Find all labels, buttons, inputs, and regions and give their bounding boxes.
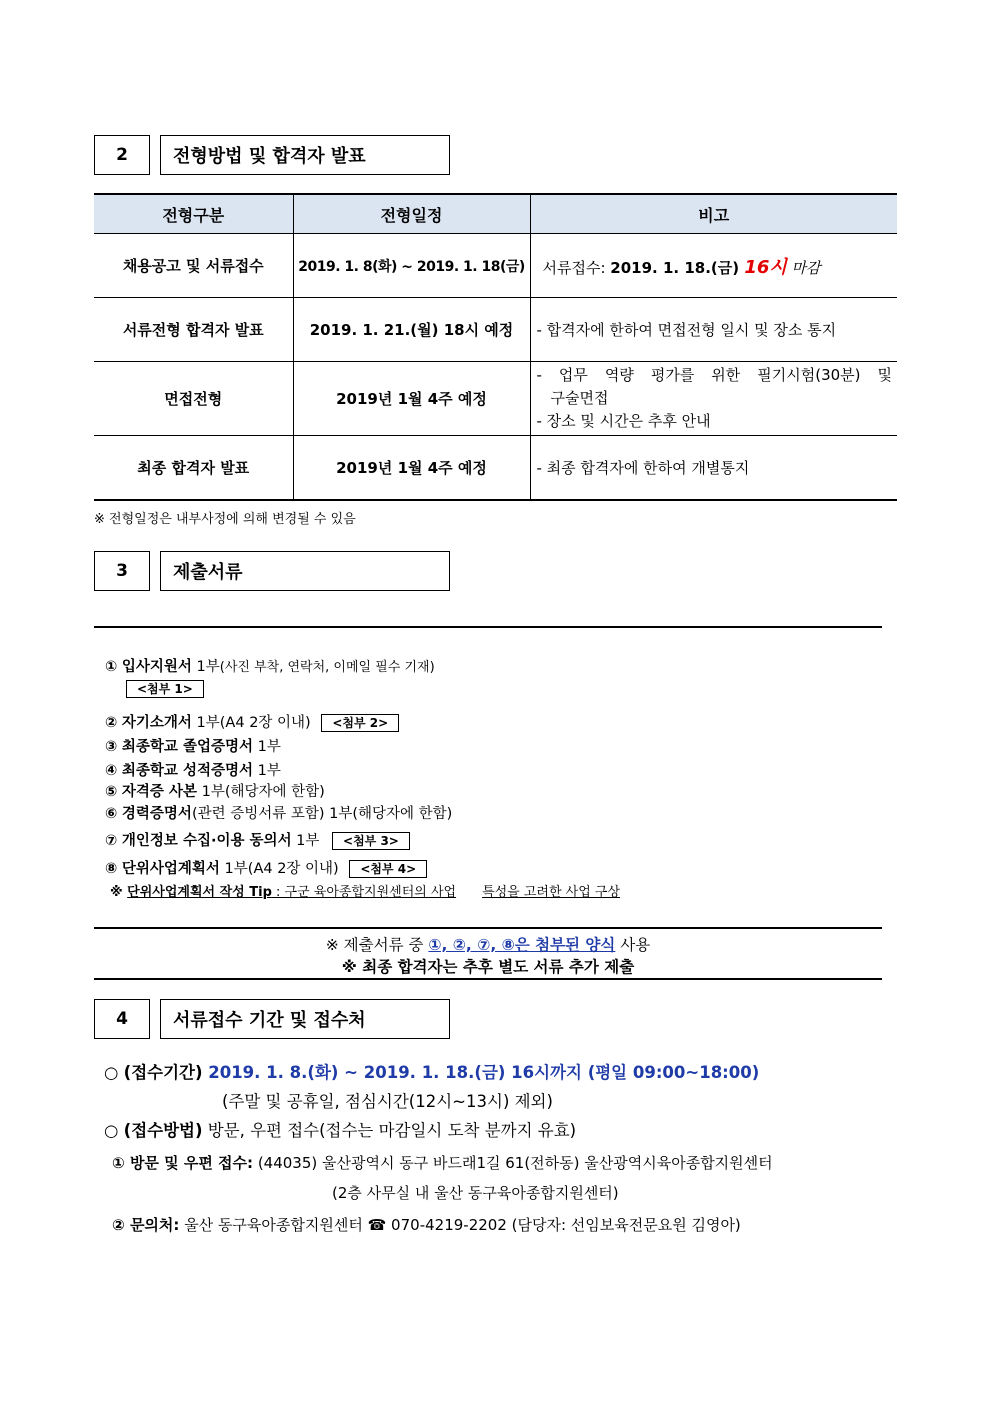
item-number: ② bbox=[112, 1216, 130, 1234]
section-3-title: 제출서류 bbox=[160, 551, 450, 591]
item-number: ④ bbox=[105, 763, 118, 779]
item-name: 최종학교 졸업증명서 bbox=[121, 739, 254, 755]
table-row bbox=[94, 298, 897, 362]
schedule-header-row bbox=[94, 194, 897, 234]
item-number: ⑧ bbox=[105, 861, 118, 877]
header-schedule: 전형일정 bbox=[293, 194, 530, 234]
note-suffix: 마감 bbox=[786, 258, 821, 277]
note-prefix: 서류접수: bbox=[542, 258, 611, 277]
item-number: ③ bbox=[105, 739, 118, 755]
visit-note: (2층 사무실 내 울산 동구육아종합지원센터) bbox=[332, 1184, 619, 1202]
visit-label: 방문 및 우편 접수: bbox=[129, 1154, 254, 1172]
divider bbox=[94, 626, 882, 628]
item-number: ② bbox=[105, 715, 118, 731]
schedule-cell: 2019. 1. 21.(월) 18시 예정 bbox=[293, 298, 530, 362]
item-number: ① bbox=[105, 659, 118, 675]
header-stage: 전형구분 bbox=[94, 194, 293, 234]
method-line bbox=[104, 1117, 576, 1141]
list-item bbox=[105, 655, 435, 676]
item-name: 최종학교 성적증명서 bbox=[121, 763, 254, 779]
schedule-table bbox=[94, 193, 897, 501]
visit-line bbox=[112, 1152, 773, 1173]
section-2-title: 전형방법 및 합격자 발표 bbox=[160, 135, 450, 175]
contact-line bbox=[112, 1214, 741, 1235]
tip-label: 단위사업계획서 작성 Tip bbox=[127, 885, 272, 900]
item-qty: 1부 bbox=[253, 739, 281, 755]
note-cell bbox=[530, 298, 897, 362]
section-2-number: 2 bbox=[94, 135, 150, 175]
method-label: (접수방법) bbox=[123, 1121, 203, 1140]
attachment-tag: <첨부 1> bbox=[126, 680, 204, 698]
item-number: ⑤ bbox=[105, 784, 118, 800]
table-row bbox=[94, 234, 897, 298]
divider bbox=[94, 978, 882, 980]
attachment-tag: <첨부 2> bbox=[321, 714, 399, 732]
note-cell bbox=[530, 436, 897, 500]
item-name: 입사지원서 bbox=[121, 659, 192, 675]
note-line: - 합격자에 한하여 면접전형 일시 및 장소 통지 bbox=[536, 321, 837, 339]
list-item bbox=[105, 857, 427, 878]
period-line bbox=[104, 1059, 759, 1083]
notice-additional-docs: ※ 최종 합격자는 추후 별도 서류 추가 제출 bbox=[341, 958, 635, 976]
section-4-number: 4 bbox=[94, 999, 150, 1039]
list-item bbox=[105, 829, 410, 850]
tip-text: 특성을 고려한 사업 구상 bbox=[482, 885, 621, 900]
writing-tip bbox=[110, 881, 620, 900]
item-number: ① bbox=[112, 1154, 130, 1172]
period-note: (주말 및 공휴일, 점심시간(12시~13시) 제외) bbox=[222, 1092, 553, 1111]
divider bbox=[94, 927, 882, 929]
schedule-cell: 2019년 1월 4주 예정 bbox=[293, 362, 530, 436]
item-qty: (관련 증빙서류 포함) 1부(해당자에 한함) bbox=[191, 806, 453, 822]
notice-attached-forms bbox=[94, 933, 882, 955]
period-label: (접수기간) bbox=[123, 1063, 203, 1082]
table-row bbox=[94, 362, 897, 436]
note-date: 2019. 1. 18.(금) bbox=[610, 258, 745, 277]
item-name: 개인정보 수집·이용 동의서 bbox=[121, 833, 292, 849]
notice-text: ※ 제출서류 중 bbox=[325, 936, 429, 954]
list-item bbox=[105, 759, 281, 780]
list-item bbox=[105, 711, 399, 732]
item-name: 단위사업계획서 bbox=[121, 861, 220, 877]
notice-highlight: ①, ②, ⑦, ⑧은 첨부된 양식 bbox=[428, 936, 616, 954]
item-qty: 1부 bbox=[253, 763, 281, 779]
item-qty: 1부(A4 2장 이내) bbox=[219, 861, 339, 877]
list-item bbox=[105, 735, 281, 756]
item-name: 자격증 사본 bbox=[121, 784, 197, 800]
notice-text: 사용 bbox=[615, 936, 651, 954]
item-detail: (사진 부착, 연락처, 이메일 필수 기재) bbox=[219, 660, 435, 675]
note-line: 구술면접 bbox=[550, 389, 609, 407]
stage-cell: 최종 합격자 발표 bbox=[94, 436, 293, 500]
visit-address: (44035) 울산광역시 동구 바드래1길 61(전하동) 울산광역시육아종합지원센터 bbox=[253, 1154, 773, 1172]
tip-mark: ※ bbox=[110, 885, 128, 900]
note-deadline-highlight: 16시 bbox=[744, 256, 787, 278]
bullet-circle: ○ bbox=[104, 1063, 124, 1082]
section-3-number: 3 bbox=[94, 551, 150, 591]
item-name: 자기소개서 bbox=[121, 715, 192, 731]
header-note: 비고 bbox=[530, 194, 897, 234]
item-qty: 1부(A4 2장 이내) bbox=[191, 715, 311, 731]
item-qty: 1부(해당자에 한함) bbox=[196, 784, 325, 800]
bullet-circle: ○ bbox=[104, 1121, 124, 1140]
method-value: 방문, 우편 접수(접수는 마감일시 도착 분까지 유효) bbox=[202, 1121, 577, 1140]
note-line: - 업무 역량 평가를 위한 필기시험(30분) 및 bbox=[536, 366, 892, 384]
schedule-footnote: ※ 전형일정은 내부사정에 의해 변경될 수 있음 bbox=[94, 512, 356, 527]
table-row bbox=[94, 436, 897, 500]
note-line: - 장소 및 시간은 추후 안내 bbox=[536, 412, 711, 430]
item-number: ⑥ bbox=[105, 806, 118, 822]
contact-label: 문의처: bbox=[129, 1216, 180, 1234]
period-value: 2019. 1. 8.(화) ~ 2019. 1. 18.(금) 16시까지 (평일 09:00~18:00) bbox=[202, 1063, 760, 1082]
item-qty: 1부 bbox=[191, 659, 220, 675]
list-item bbox=[105, 780, 325, 801]
stage-cell: 채용공고 및 서류접수 bbox=[94, 234, 293, 298]
item-name: 경력증명서 bbox=[121, 806, 192, 822]
item-number: ⑦ bbox=[105, 833, 118, 849]
attachment-tag: <첨부 3> bbox=[332, 832, 410, 850]
attachment-tag: <첨부 4> bbox=[349, 860, 427, 878]
schedule-cell: 2019. 1. 8(화) ~ 2019. 1. 18(금) bbox=[293, 234, 530, 298]
tip-text: : 구군 육아종합지원센터의 사업 bbox=[271, 885, 457, 900]
list-item-attachment bbox=[126, 680, 204, 698]
list-item bbox=[105, 802, 452, 823]
contact-value: 울산 동구육아종합지원센터 ☎ 070-4219-2202 (담당자: 선임보육전문요원 김영아) bbox=[179, 1216, 741, 1234]
note-cell bbox=[530, 362, 897, 436]
stage-cell: 면접전형 bbox=[94, 362, 293, 436]
note-cell bbox=[530, 234, 897, 298]
schedule-cell: 2019년 1월 4주 예정 bbox=[293, 436, 530, 500]
stage-cell: 서류전형 합격자 발표 bbox=[94, 298, 293, 362]
note-line: - 최종 합격자에 한하여 개별통지 bbox=[536, 458, 750, 477]
item-qty: 1부 bbox=[291, 833, 320, 849]
section-4-title: 서류접수 기간 및 접수처 bbox=[160, 999, 450, 1039]
